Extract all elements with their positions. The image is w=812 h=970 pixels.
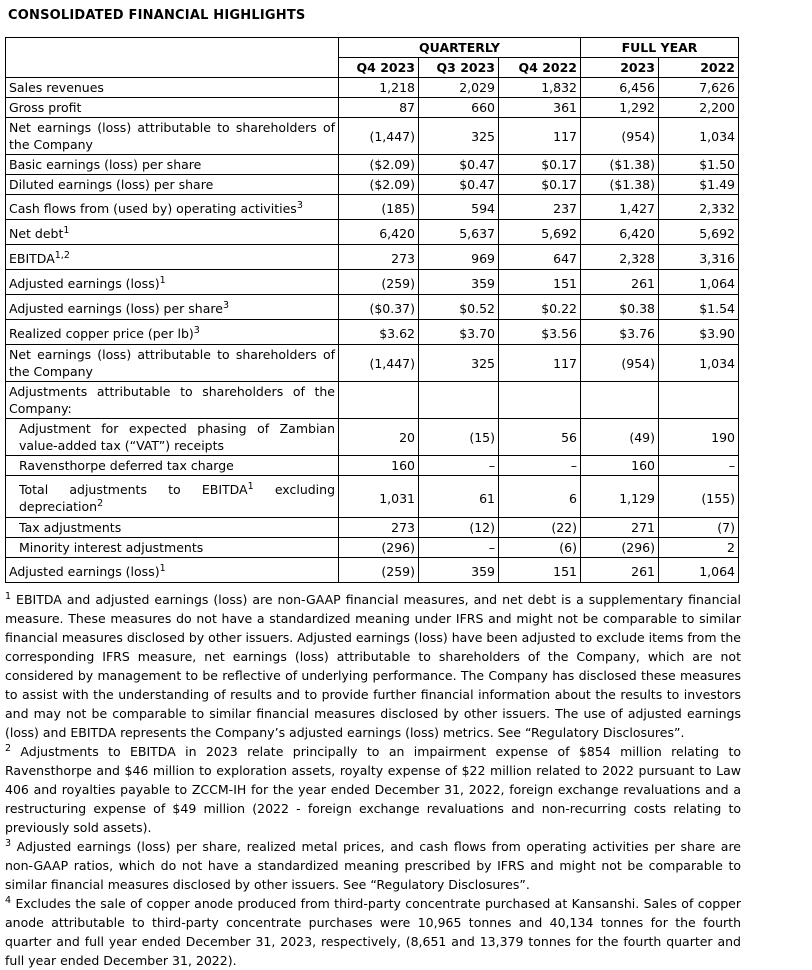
cell-value: 20 — [339, 419, 419, 456]
footnote: $^1$ EBITDA and adjusted earnings (loss) are non-GAAP financial measures, and net debt is a supplementary financial measure. These measures do not have a standardized meaning under IFRS and might not be comparable to similar financial measures disclosed by other issuers. Adjusted earnings (loss) have been adjusted to exclude items from the corresponding IFRS measure, net earnings (loss) attributable to shareholders of the Company, which are not considered by management to be reflective of underlying performance. The Company has disclosed these measures to assist with the understanding of results and to provide further financial information about the results to investors and may not be comparable to similar financial measures disclosed by other issuers. The use of adjusted earnings (loss) and EBITDA represents the Company’s adjusted earnings (loss) metrics. See “Regulatory Disclosures”. — [5, 591, 741, 740]
cell-value: $3.62 — [339, 320, 419, 345]
table-row — [6, 419, 739, 456]
table-row — [6, 345, 739, 382]
cell-value: 1,427 — [581, 195, 659, 220]
table-row — [6, 175, 739, 195]
cell-value: (954) — [581, 118, 659, 155]
column-header-q4-2022: Q4 2022 — [499, 58, 581, 78]
cell-value: 61 — [419, 476, 499, 518]
cell-value: $3.76 — [581, 320, 659, 345]
cell-value — [499, 382, 581, 419]
cell-value: (12) — [419, 518, 499, 538]
cell-value: $0.52 — [419, 295, 499, 320]
row-label: Net earnings (loss) attributable to shareholders of the Company — [6, 345, 339, 382]
cell-value: 2 — [659, 538, 739, 558]
cell-value: 261 — [581, 270, 659, 295]
cell-value: $0.22 — [499, 295, 581, 320]
cell-value: 190 — [659, 419, 739, 456]
cell-value: 325 — [419, 345, 499, 382]
cell-value: 361 — [499, 98, 581, 118]
cell-value: 3,316 — [659, 245, 739, 270]
superscript-footnote-ref: 3 — [193, 325, 200, 336]
cell-value: (296) — [339, 538, 419, 558]
table-row — [6, 98, 739, 118]
table-row — [6, 195, 739, 220]
cell-value: 1,064 — [659, 270, 739, 295]
cell-value: 359 — [419, 558, 499, 583]
footnote-marker: 2 — [5, 743, 12, 754]
row-label: Diluted earnings (loss) per share — [6, 175, 339, 195]
row-label: Tax adjustments — [6, 518, 339, 538]
cell-value: 56 — [499, 419, 581, 456]
cell-value: – — [419, 456, 499, 476]
cell-value: 6,420 — [581, 220, 659, 245]
cell-value: (7) — [659, 518, 739, 538]
footnotes — [5, 590, 741, 970]
cell-value: $1.54 — [659, 295, 739, 320]
row-label: Adjustments attributable to shareholders of the Company: — [6, 382, 339, 419]
cell-value: 6 — [499, 476, 581, 518]
table-row — [6, 538, 739, 558]
cell-value: $0.17 — [499, 155, 581, 175]
cell-value: 647 — [499, 245, 581, 270]
cell-value: 1,129 — [581, 476, 659, 518]
row-label: Net debt$^1$ — [6, 220, 339, 245]
cell-value: (259) — [339, 270, 419, 295]
column-header-fy-2022: 2022 — [659, 58, 739, 78]
page-title: CONSOLIDATED FINANCIAL HIGHLIGHTS — [8, 8, 306, 23]
superscript-footnote-ref: 1,2 — [54, 250, 70, 261]
footnote-marker: 4 — [5, 895, 12, 906]
superscript-footnote-ref: 1 — [247, 481, 254, 492]
cell-value: – — [659, 456, 739, 476]
cell-value: 151 — [499, 270, 581, 295]
cell-value — [659, 382, 739, 419]
cell-value — [339, 382, 419, 419]
cell-value: $3.56 — [499, 320, 581, 345]
table-row — [6, 558, 739, 583]
cell-value: 1,034 — [659, 118, 739, 155]
cell-value: $3.90 — [659, 320, 739, 345]
table-row — [6, 270, 739, 295]
cell-value: 237 — [499, 195, 581, 220]
table-row — [6, 476, 739, 518]
cell-value: 87 — [339, 98, 419, 118]
cell-value — [581, 382, 659, 419]
cell-value: 2,200 — [659, 98, 739, 118]
cell-value: ($2.09) — [339, 155, 419, 175]
cell-value: ($1.38) — [581, 155, 659, 175]
cell-value: 1,832 — [499, 78, 581, 98]
cell-value: 273 — [339, 245, 419, 270]
cell-value: (22) — [499, 518, 581, 538]
table-row — [6, 295, 739, 320]
table-row — [6, 78, 739, 98]
row-label: Minority interest adjustments — [6, 538, 339, 558]
cell-value: 1,064 — [659, 558, 739, 583]
cell-value: $3.70 — [419, 320, 499, 345]
superscript-footnote-ref: 3 — [222, 300, 229, 311]
cell-value: $1.49 — [659, 175, 739, 195]
cell-value: 5,692 — [659, 220, 739, 245]
row-label: Adjusted earnings (loss) per share$^3$ — [6, 295, 339, 320]
cell-value: (1,447) — [339, 345, 419, 382]
cell-value: (49) — [581, 419, 659, 456]
superscript-footnote-ref: 2 — [97, 498, 104, 509]
superscript-footnote-ref: 1 — [63, 225, 70, 236]
table-row — [6, 320, 739, 345]
row-label: Adjustment for expected phasing of Zambian value-added tax (“VAT”) receipts — [6, 419, 339, 456]
header-spacer — [6, 38, 339, 78]
cell-value: 151 — [499, 558, 581, 583]
cell-value: (185) — [339, 195, 419, 220]
cell-value: 6,456 — [581, 78, 659, 98]
row-label: Gross profit — [6, 98, 339, 118]
cell-value: $1.50 — [659, 155, 739, 175]
cell-value: 2,328 — [581, 245, 659, 270]
cell-value: ($0.37) — [339, 295, 419, 320]
footnote: $^4$ Excludes the sale of copper anode produced from third-party concentrate purchased at Kansanshi. Sales of copper anode attributable to third-party concentrate purchases were 10,965 tonnes and 40,134 tonnes for the fourth quarter and full year ended December 31, 2023, respectively, (8,651 and 13,379 tonnes for the fourth quarter and full year ended December 31, 2022). — [5, 895, 741, 968]
cell-value: ($1.38) — [581, 175, 659, 195]
cell-value: 1,292 — [581, 98, 659, 118]
cell-value: 325 — [419, 118, 499, 155]
group-header-row — [6, 38, 739, 58]
cell-value: (954) — [581, 345, 659, 382]
cell-value: 1,034 — [659, 345, 739, 382]
cell-value: $0.38 — [581, 295, 659, 320]
cell-value: 6,420 — [339, 220, 419, 245]
cell-value: (6) — [499, 538, 581, 558]
cell-value — [419, 382, 499, 419]
row-label: Ravensthorpe deferred tax charge — [6, 456, 339, 476]
cell-value: 2,029 — [419, 78, 499, 98]
row-label: Adjusted earnings (loss)$^1$ — [6, 558, 339, 583]
cell-value: (1,447) — [339, 118, 419, 155]
cell-value: 359 — [419, 270, 499, 295]
cell-value: 160 — [339, 456, 419, 476]
cell-value: (155) — [659, 476, 739, 518]
table-body — [6, 78, 739, 583]
footnote: $^2$ Adjustments to EBITDA in 2023 relate principally to an impairment expense of $854 million relating to Ravensthorpe and $46 million to exploration assets, royalty expense of $22 million related to 2022 pursuant to Law 406 and royalties payable to ZCCM-IH for the year ended December 31, 2022, foreign exchange revaluations and a restructuring expense of $49 million (2022 - foreign exchange revaluations and non-recurring costs relating to previously sold assets). — [5, 743, 741, 835]
table-row — [6, 155, 739, 175]
column-header-fy-2023: 2023 — [581, 58, 659, 78]
row-label: Basic earnings (loss) per share — [6, 155, 339, 175]
row-label: EBITDA$^{1,2}$ — [6, 245, 339, 270]
column-header-q4-2023: Q4 2023 — [339, 58, 419, 78]
cell-value: 273 — [339, 518, 419, 538]
cell-value: – — [419, 538, 499, 558]
cell-value: ($2.09) — [339, 175, 419, 195]
cell-value: 5,692 — [499, 220, 581, 245]
superscript-footnote-ref: 1 — [159, 563, 166, 574]
cell-value: 117 — [499, 118, 581, 155]
row-label: Cash flows from (used by) operating activities$^3$ — [6, 195, 339, 220]
financial-highlights-table — [5, 37, 739, 583]
full-year-group-header: FULL YEAR — [581, 38, 739, 58]
table-row — [6, 456, 739, 476]
footnote-marker: 1 — [5, 591, 12, 602]
row-label: Adjusted earnings (loss)$^1$ — [6, 270, 339, 295]
row-label: Total adjustments to EBITDA$^1$ excluding depreciation$^2$ — [6, 476, 339, 518]
cell-value: 2,332 — [659, 195, 739, 220]
cell-value: 160 — [581, 456, 659, 476]
table-row — [6, 118, 739, 155]
cell-value: 7,626 — [659, 78, 739, 98]
column-header-q3-2023: Q3 2023 — [419, 58, 499, 78]
footnote: $^3$ Adjusted earnings (loss) per share, realized metal prices, and cash flows from operating activities per share are non-GAAP ratios, which do not have a standardized meaning prescribed by IFRS and might not be comparable to similar financial measures disclosed by other issuers. See “Regulatory Disclosures”. — [5, 838, 741, 892]
cell-value: (259) — [339, 558, 419, 583]
cell-value: 271 — [581, 518, 659, 538]
superscript-footnote-ref: 1 — [159, 275, 166, 286]
cell-value: (15) — [419, 419, 499, 456]
cell-value: 1,031 — [339, 476, 419, 518]
cell-value: 261 — [581, 558, 659, 583]
table-row — [6, 518, 739, 538]
cell-value: 117 — [499, 345, 581, 382]
superscript-footnote-ref: 3 — [296, 200, 303, 211]
cell-value: 5,637 — [419, 220, 499, 245]
cell-value: $0.47 — [419, 155, 499, 175]
cell-value: – — [499, 456, 581, 476]
cell-value: (296) — [581, 538, 659, 558]
cell-value: 1,218 — [339, 78, 419, 98]
table-row — [6, 382, 739, 419]
row-label: Realized copper price (per lb)$^3$ — [6, 320, 339, 345]
table-row — [6, 245, 739, 270]
cell-value: 594 — [419, 195, 499, 220]
footnote-marker: 3 — [5, 838, 12, 849]
cell-value: 660 — [419, 98, 499, 118]
cell-value: $0.17 — [499, 175, 581, 195]
quarterly-group-header: QUARTERLY — [339, 38, 581, 58]
table-row — [6, 220, 739, 245]
cell-value: $0.47 — [419, 175, 499, 195]
row-label: Sales revenues — [6, 78, 339, 98]
row-label: Net earnings (loss) attributable to shareholders of the Company — [6, 118, 339, 155]
cell-value: 969 — [419, 245, 499, 270]
